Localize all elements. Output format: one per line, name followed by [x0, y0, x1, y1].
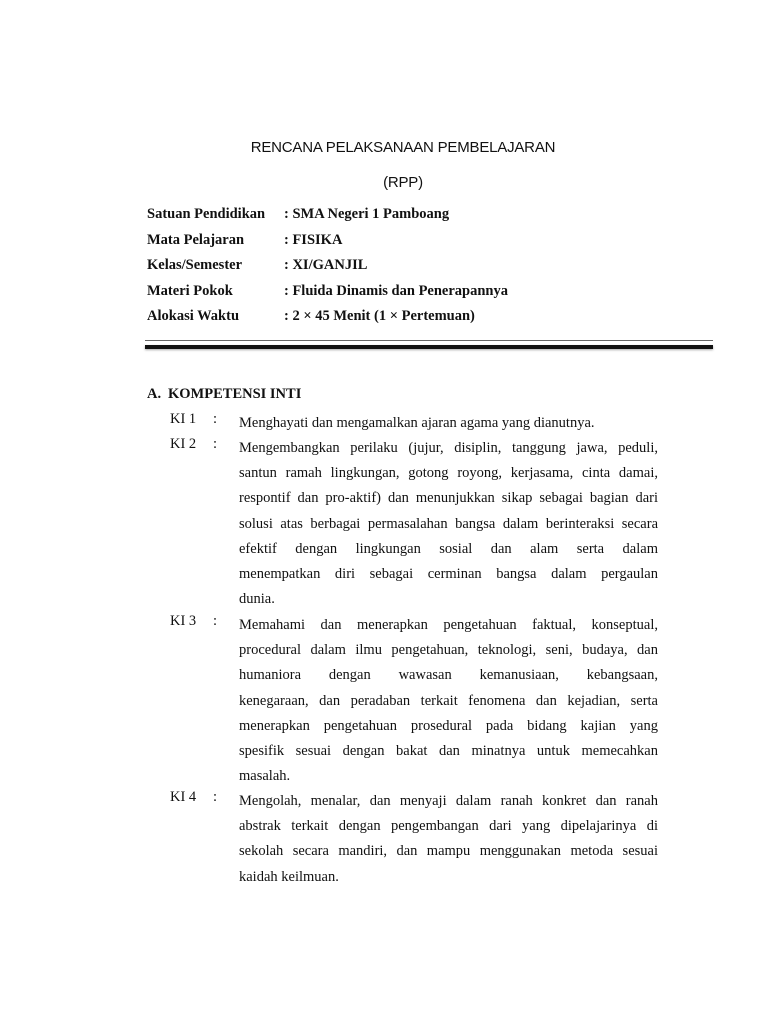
ki-line: procedural dalam ilmu pengetahuan, teknologi, seni, budaya, dan [239, 642, 658, 659]
document-title: RENCANA PELAKSANAAN PEMBELAJARAN [250, 139, 556, 156]
ki-line: sekolah secara mandiri, dan mampu menggunakan metoda sesuai [239, 843, 658, 860]
ki-text [239, 411, 658, 436]
ki-line: kaidah keilmuan. [239, 868, 339, 885]
identity-label: Kelas/Semester [147, 257, 243, 273]
ki-line: efektif dengan lingkungan sosial dan alam serta dalam [239, 540, 658, 557]
header-divider [145, 345, 713, 349]
ki-text [239, 436, 658, 612]
ki-line: masalah. [239, 768, 291, 785]
ki-line: Menghayati dan mengamalkan ajaran agama yang dianutnya. [239, 415, 595, 431]
ki-colon: : [213, 613, 218, 629]
ki-line: menempatkan diri sebagai cerminan bangsa dalam pergaulan [239, 565, 658, 582]
ki-code: KI 3 [170, 613, 197, 629]
identity-value: : FISIKA [284, 231, 343, 248]
ki-line: Memahami dan menerapkan pengetahuan faktual, konseptual, [239, 617, 658, 633]
identity-label: Materi Pokok [147, 282, 233, 299]
identity-value: : SMA Negeri 1 Pamboang [284, 206, 450, 222]
ki-line: Mengolah, menalar, dan menyaji dalam ranah konkret dan ranah [239, 793, 658, 809]
ki-line: dunia. [239, 591, 275, 608]
ki-code: KI 2 [170, 436, 197, 452]
ki-colon: : [213, 411, 218, 427]
ki-text [239, 613, 658, 789]
ki-code: KI 1 [170, 411, 197, 427]
ki-line: Mengembangkan perilaku (jujur, disiplin, tanggung jawa, peduli, [239, 440, 658, 456]
section-number: A. [147, 386, 162, 402]
section-title: KOMPETENSI INTI [168, 386, 302, 402]
identity-value: : XI/GANJIL [284, 257, 368, 273]
ki-line: santun ramah lingkungan, gotong royong, kerjasama, cinta damai, [239, 465, 658, 482]
ki-colon: : [213, 789, 218, 805]
ki-code: KI 4 [170, 789, 197, 805]
ki-line: spesifik sesuai dengan bakat dan minatnya untuk memecahkan [239, 742, 658, 759]
header-divider-thin [145, 340, 713, 341]
section-heading [147, 386, 301, 403]
ki-line: menerapkan pengetahuan prosedural pada bidang kajian yang [239, 717, 658, 734]
ki-text [239, 789, 658, 890]
ki-line: kenegaraan, dan peradaban terkait fenomena dan kejadian, serta [239, 692, 658, 709]
ki-line: humaniora dengan wawasan kemanusiaan, kebangsaan, [239, 667, 658, 684]
document-subtitle: (RPP) [383, 174, 423, 191]
identity-label: Satuan Pendidikan [147, 206, 266, 222]
identity-value: : Fluida Dinamis dan Penerapannya [284, 282, 508, 299]
ki-line: abstrak terkait dengan pengembangan dari yang dipelajarinya di [239, 818, 658, 835]
identity-label: Mata Pelajaran [147, 231, 245, 248]
ki-colon: : [213, 436, 218, 452]
ki-line: solusi atas berbagai permasalahan bangsa dalam berinteraksi secara [239, 515, 658, 532]
ki-line: respontif dan pro-aktif) dan menunjukkan sikap sebagai bagian dari [239, 490, 658, 507]
identity-label: Alokasi Waktu [147, 308, 240, 324]
identity-value: : 2 × 45 Menit (1 × Pertemuan) [284, 308, 475, 324]
